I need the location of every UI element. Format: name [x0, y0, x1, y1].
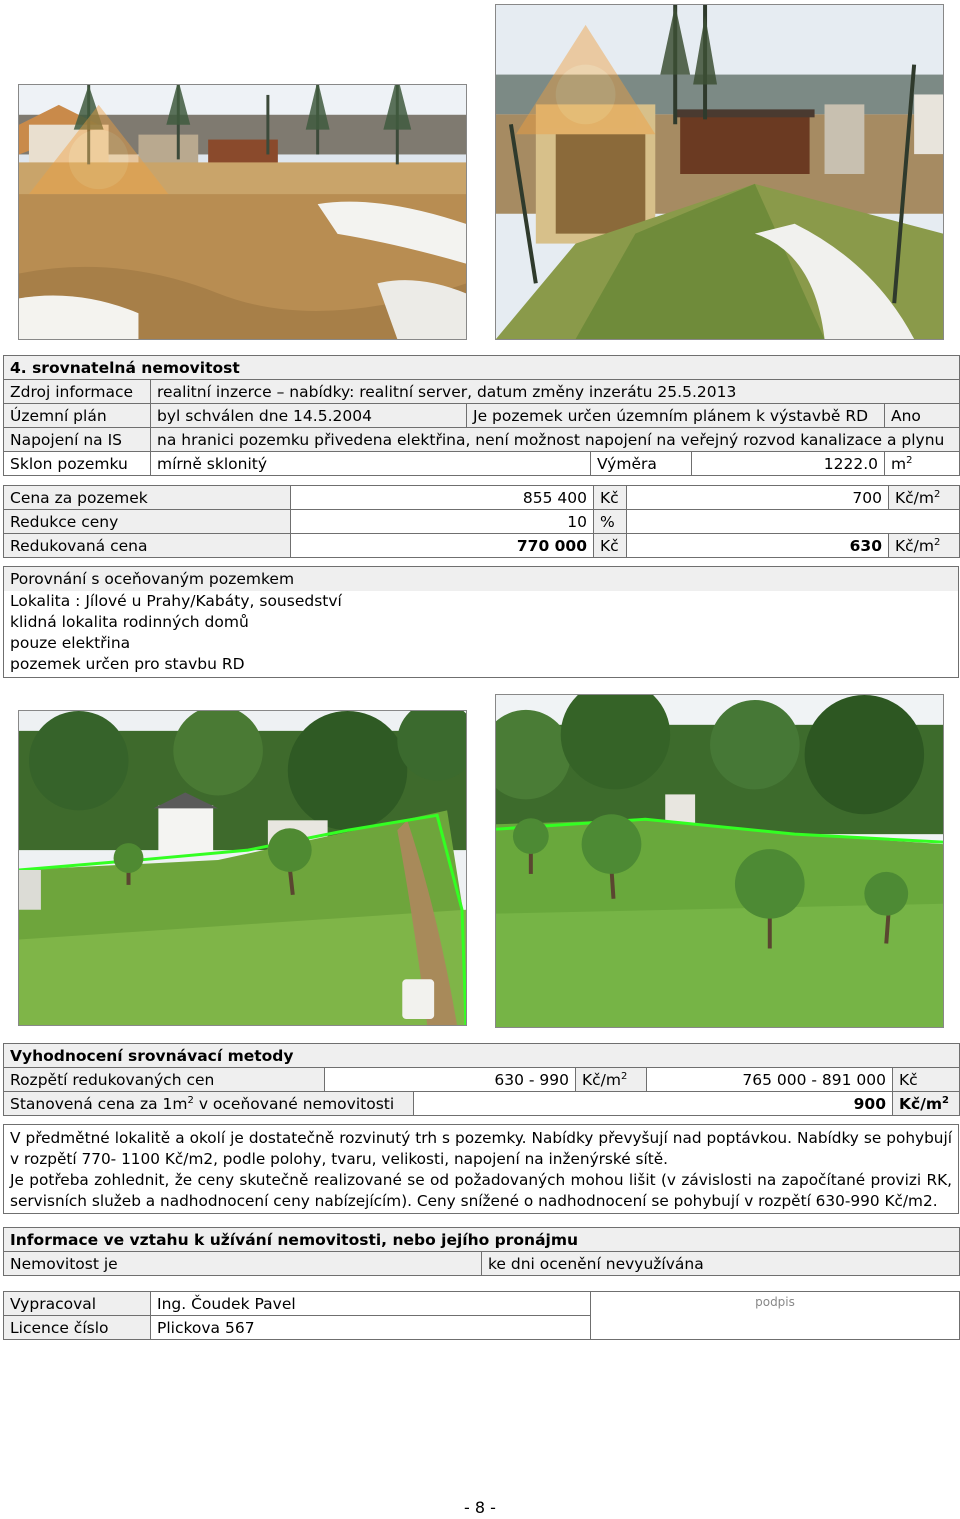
- usage-title: Informace ve vztahu k užívání nemovitosti, nebo jejího pronájmu: [4, 1228, 960, 1252]
- evaluation-title: Vyhodnocení srovnávací metody: [4, 1044, 960, 1068]
- licence-value: Plickova 567: [151, 1316, 591, 1340]
- range-m2-unit: $Kč/m^2$: [576, 1068, 647, 1092]
- area-label: Výměra: [591, 452, 692, 476]
- range-m2-value: 630 - 990: [325, 1068, 576, 1092]
- set-price-value: 900: [414, 1092, 893, 1116]
- reduction-empty: [627, 510, 960, 534]
- evaluation-table: [3, 1043, 960, 1116]
- comparison-box: [3, 566, 959, 678]
- reduction-value: 10: [291, 510, 594, 534]
- comparable-table: [3, 355, 960, 476]
- reduced-m2-value: 630: [627, 534, 889, 558]
- comparable-title: 4. srovnatelná nemovitost: [4, 356, 960, 380]
- price-table: [3, 485, 960, 558]
- licence-label: Licence číslo: [4, 1316, 151, 1340]
- usage-label: Nemovitost je: [4, 1252, 482, 1276]
- reduced-unit: Kč: [594, 534, 627, 558]
- photo-plot-orchard-slope: [495, 694, 944, 1028]
- author-value: Ing. Čoudek Pavel: [151, 1292, 591, 1316]
- page-number: - 8 -: [464, 1498, 496, 1517]
- reduced-m2-unit: $Kč/m^2$: [889, 534, 960, 558]
- price-m2-value: 700: [627, 486, 889, 510]
- evaluation-text-box: [3, 1124, 959, 1214]
- source-value: realitní inzerce – nabídky: realitní server, datum změny inzerátu 25.5.2013: [151, 380, 960, 404]
- evaluation-paragraph-1: V předmětné lokalitě a okolí je dostatečně rozvinutý trh s pozemky. Nabídky převyšují nad poptávkou. Nabídky se pohybují v rozpětí 770- 1100 Kč/m2, podle polohy, tvaru, velikosti, napojení na inženýrské sítě.: [10, 1129, 952, 1168]
- reduction-label: Redukce ceny: [4, 510, 291, 534]
- plan-label: Územní plán: [4, 404, 151, 428]
- signature-table: [3, 1291, 960, 1340]
- price-label: Cena za pozemek: [4, 486, 291, 510]
- plan-answer: Ano: [885, 404, 960, 428]
- set-price-unit: $Kč/m^2$: [893, 1092, 960, 1116]
- range-total-unit: Kč: [893, 1068, 960, 1092]
- reduced-label: Redukovaná cena: [4, 534, 291, 558]
- comparison-line: klidná lokalita rodinných domů: [10, 613, 249, 631]
- photo-plot-wooden-sheds: [495, 4, 944, 340]
- comparison-line: pouze elektřina: [10, 634, 131, 652]
- comparison-line: pozemek určen pro stavbu RD: [10, 655, 245, 673]
- evaluation-paragraph-2: Je potřeba zohlednit, že ceny skutečně realizované se od požadovaných mohou lišit (v závislosti na započítané provizi RK, servisních služeb a nadhodnocení ceny nabízejícím). Ceny snížené o nadhodnocení se pohybují v rozpětí 630-990 Kč/m2.: [10, 1171, 952, 1210]
- range-label: Rozpětí redukovaných cen: [4, 1068, 325, 1092]
- utilities-value: na hranici pozemku přivedena elektřina, není možnost napojení na veřejný rozvod kanalizace a plynu: [151, 428, 960, 452]
- set-price-label: Stanovená cena za $1m^2$ v oceňované nemovitosti: [4, 1092, 414, 1116]
- comparison-title: Porovnání s oceňovaným pozemkem: [4, 567, 958, 591]
- price-value: 855 400: [291, 486, 594, 510]
- usage-value: ke dni ocenění nevyužívána: [482, 1252, 960, 1276]
- reduction-unit: %: [594, 510, 627, 534]
- reduced-value: 770 000: [291, 534, 594, 558]
- photo-plot-garden-houses: [18, 710, 467, 1026]
- signature-field: podpis: [591, 1292, 960, 1340]
- price-m2-unit: $Kč/m^2$: [889, 486, 960, 510]
- plan-value: byl schválen dne 14.5.2004: [151, 404, 467, 428]
- range-total-value: 765 000 - 891 000: [647, 1068, 893, 1092]
- utilities-label: Napojení na IS: [4, 428, 151, 452]
- photo-plot-winter-grass: [18, 84, 467, 340]
- slope-value: mírně sklonitý: [151, 452, 591, 476]
- price-unit: Kč: [594, 486, 627, 510]
- author-label: Vypracoval: [4, 1292, 151, 1316]
- slope-label: Sklon pozemku: [4, 452, 151, 476]
- usage-table: [3, 1227, 960, 1276]
- comparison-line: Lokalita : Jílové u Prahy/Kabáty, sousedství: [10, 592, 342, 610]
- plan-question: Je pozemek určen územním plánem k výstavbě RD: [467, 404, 885, 428]
- area-unit: $m^2$: [885, 452, 960, 476]
- area-value: 1222.0: [692, 452, 885, 476]
- source-label: Zdroj informace: [4, 380, 151, 404]
